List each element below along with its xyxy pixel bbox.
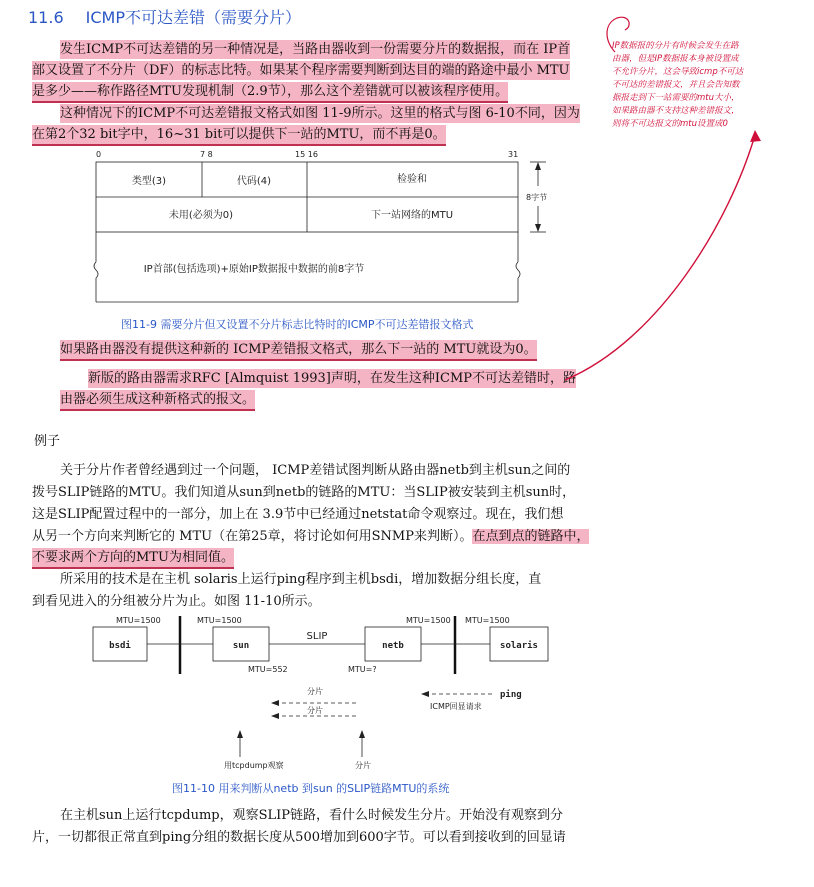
mtu-q-label: MTU=? — [348, 665, 377, 674]
mtu-label-solaris: MTU=1500 — [465, 616, 510, 625]
para4-line3: 这是SLIP配置过程中的一部分，加上在 3.9节中已经通过netstat命令观察过。现在，我们想 — [32, 507, 564, 522]
fragment-label-2: 分片 — [307, 706, 323, 715]
para4-line4-text: 从另一个方向来判断它的 MTU（在第25章，将讨论如何用SNMP来判断）。 — [32, 529, 473, 544]
para6-line1: 在主机sun上运行tcpdump，观察SLIP链路，看什么时候发生分片。开始没有观察到分 — [60, 808, 564, 823]
field-unused: 未用(必须为0) — [168, 210, 234, 221]
para4-line1: 关于分片作者曾经遇到过一个问题， ICMP差错试图判断从路由器netb到主机sun之间的 — [60, 463, 571, 478]
fragment-label-1: 分片 — [307, 687, 323, 696]
size-label: 8字节 — [526, 193, 548, 202]
para1-line4: 这种情况下的ICMP不可达差错报文格式如图 11-9所示。这里的格式与图 6-10不同，因为 — [60, 106, 580, 121]
field-code: 代码(4) — [236, 176, 272, 187]
para4-line2: 拨号SLIP链路的MTU。我们知道从sun到netb的链路的MTU：当SLIP被安装到主机sun时， — [32, 485, 576, 500]
field-ip-header: IP首部(包括选项)+原始IP数据报中数据的前8字节 — [143, 264, 365, 275]
section-title: ICMP不可达差错（需要分片） — [85, 8, 301, 27]
slip-label: SLIP — [306, 631, 328, 642]
field-checksum: 检验和 — [397, 174, 427, 185]
para2: 如果路由器没有提供这种新的 ICMP差错报文格式，那么下一站的 MTU就设为0。 — [60, 340, 537, 361]
fragment-label-3: 分片 — [355, 761, 371, 770]
mtu-label-bsdi: MTU=1500 — [116, 616, 161, 625]
para5-line2: 到看见进入的分组被分片为止。如图 11-10所示。 — [32, 594, 321, 609]
note-line-1: IP数据报的分片有时候会发生在路 — [612, 41, 739, 51]
para4-line5: 不要求两个方向的MTU为相同值。 — [32, 548, 234, 569]
para4-line4 — [32, 527, 589, 546]
host-solaris: solaris — [500, 641, 538, 651]
para1-line2: 部又设置了不分片（DF）的标志比特。如果某个程序需要判断到达目的端的路途中最小 MTU — [32, 63, 570, 78]
annotation-arrow-icon — [540, 130, 800, 390]
example-label: 例子 — [34, 434, 61, 449]
note-line-5: 据报走到下一站需要的mtu大小， — [612, 93, 740, 103]
para3-line1: 新版的路由器需求RFC [Almquist 1993]声明，在发生这种ICMP不可达差错时，路 — [88, 371, 577, 386]
figure-11-9 — [90, 146, 570, 316]
note-line-6: 如果路由器不支持这种差错报文， — [612, 106, 740, 116]
icmp-reply-label: ICMP回显请求 — [430, 702, 482, 711]
figure-11-10-caption: 图11-10 用来判断从netb 到sun 的SLIP链路MTU的系统 — [172, 782, 450, 795]
section-heading — [28, 5, 301, 28]
mtu-label-netb: MTU=1500 — [406, 616, 451, 625]
bit-label-15-16: 15 16 — [295, 150, 318, 159]
host-bsdi: bsdi — [109, 641, 131, 651]
mtu-label-sun: MTU=1500 — [197, 616, 242, 625]
host-sun: sun — [232, 641, 250, 651]
figure-11-9-caption: 图11-9 需要分片但又设置不分片标志比特时的ICMP不可达差错报文格式 — [121, 318, 474, 331]
note-line-7: 则将不可达报文的mtu设置成0 — [612, 119, 728, 129]
section-number: 11.6 — [28, 8, 64, 27]
ping-label: ping — [500, 690, 522, 700]
note-line-4: 不可达的差错报文，并且会告知数 — [612, 80, 740, 90]
figure-11-10 — [85, 612, 565, 777]
field-type: 类型(3) — [131, 176, 167, 187]
para5-line1: 所采用的技术是在主机 solaris上运行ping程序到主机bsdi，增加数据分组长度，直 — [60, 572, 542, 587]
tcpdump-label: 用tcpdump观察 — [224, 761, 284, 770]
bit-label-31: 31 — [508, 150, 519, 159]
para1-line5: 在第2个32 bit字中，16~31 bit可以提供下一站的MTU，而不再是0。 — [32, 125, 446, 146]
note-line-2: 由器，但是IP数据报本身被设置成 — [612, 54, 739, 64]
mtu-552-label: MTU=552 — [248, 665, 288, 674]
para1-line3: 是多少——称作路径MTU发现机制（2.9节），那么这个差错就可以被该程序使用。 — [32, 82, 508, 103]
para1-line1: 发生ICMP不可达差错的另一种情况是，当路由器收到一份需要分片的数据报，而在 IP首 — [60, 42, 571, 57]
para3-line2: 由器必须生成这种新格式的报文。 — [60, 390, 255, 411]
handwritten-note — [612, 40, 782, 131]
note-line-3: 不允许分片，这会导致icmp不可达 — [612, 67, 744, 77]
bit-label-7-8: 7 8 — [200, 150, 213, 159]
host-netb: netb — [382, 641, 404, 651]
para6-line2: 片，一切都很正常直到ping分组的数据长度从500增加到600字节。可以看到接收到的回显请 — [32, 830, 566, 845]
field-next-mtu: 下一站网络的MTU — [370, 210, 454, 221]
bit-label-0: 0 — [96, 150, 102, 159]
para4-highlight-1: 在点到点的链路中， — [472, 529, 590, 544]
